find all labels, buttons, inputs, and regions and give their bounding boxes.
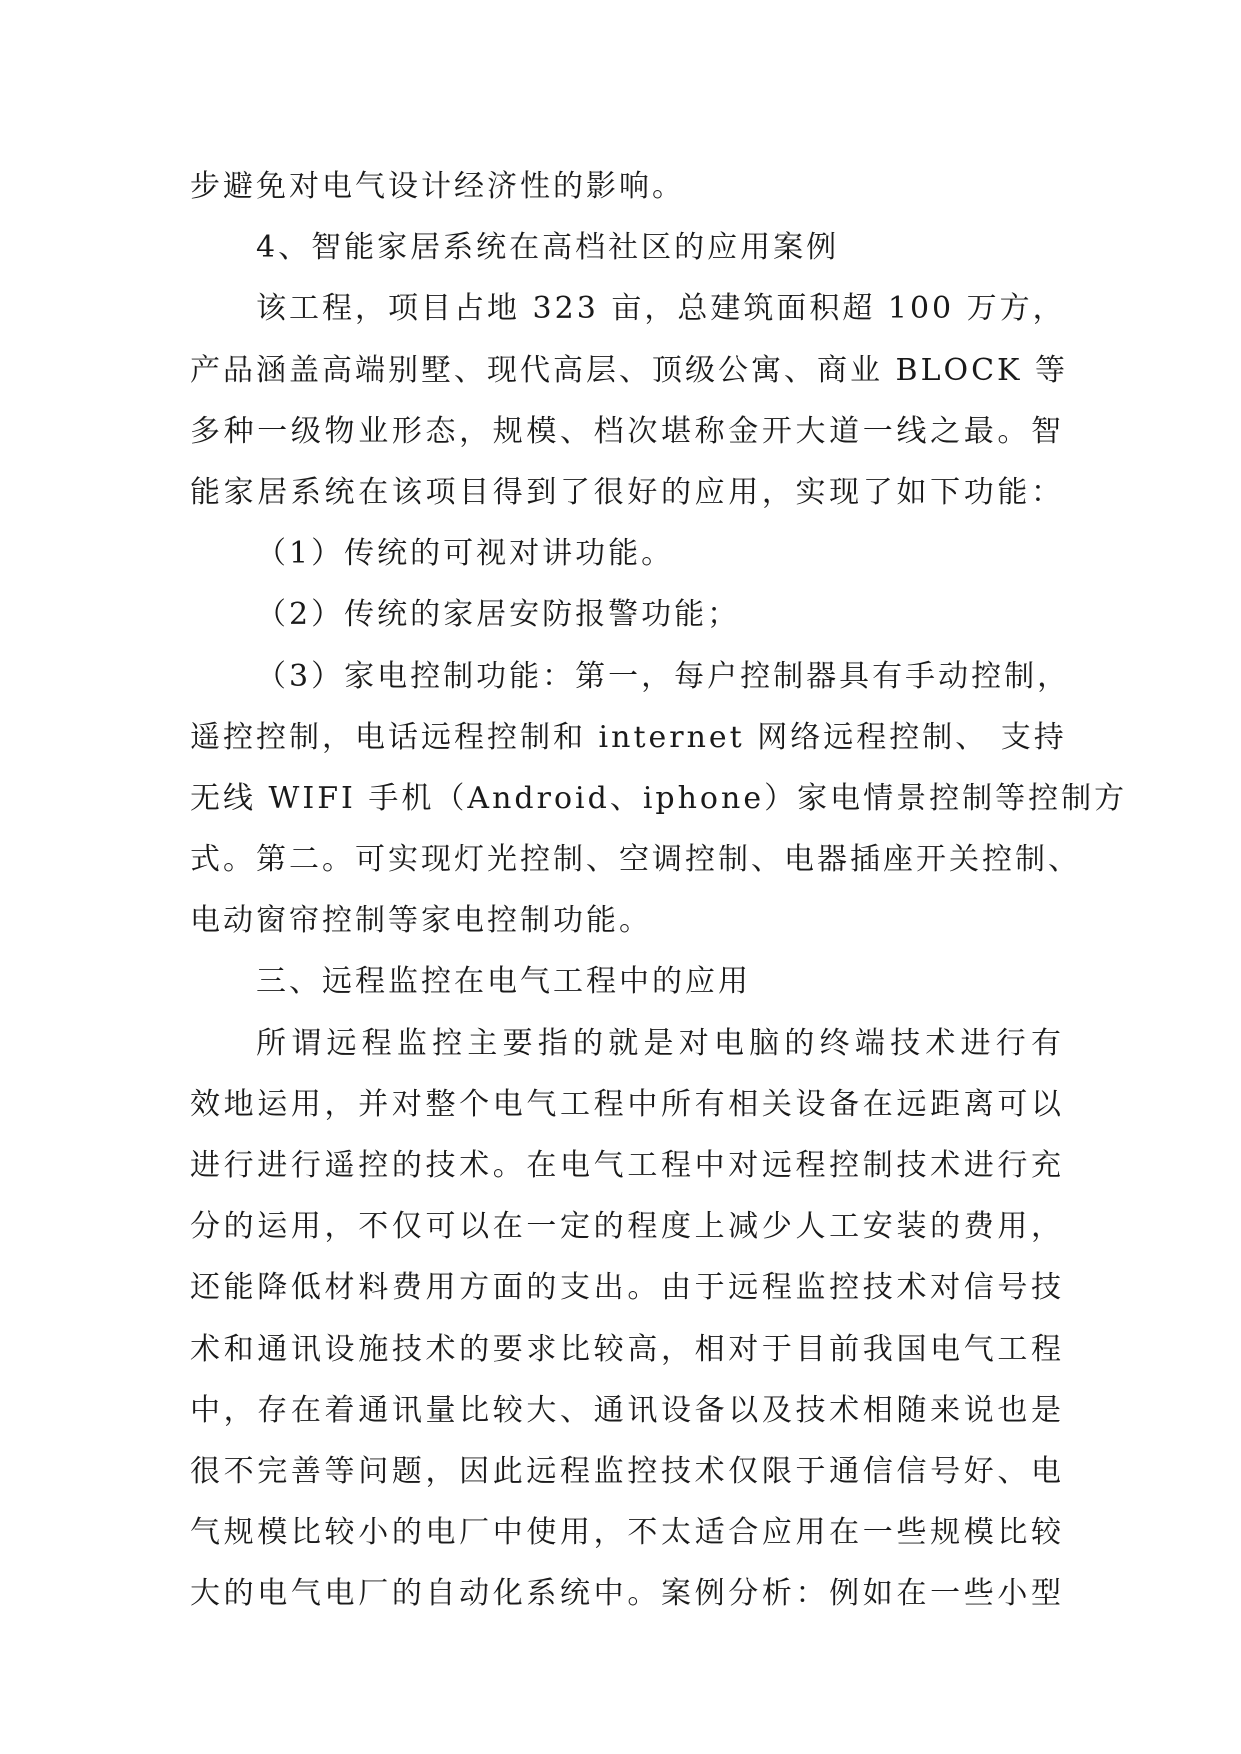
text-line: 步避免对电气设计经济性的影响。 [190, 169, 685, 204]
text-line: 能家居系统在该项目得到了很好的应用，实现了如下功能： [190, 474, 1064, 510]
text-line: 所谓远程监控主要指的就是对电脑的终端技术进行有 [256, 1025, 1064, 1061]
text-line: 术和通讯设施技术的要求比较高，相对于目前我国电气工程 [190, 1331, 1064, 1367]
text-line: 还能降低材料费用方面的支出。由于远程监控技术对信号技 [190, 1270, 1064, 1306]
text-line: 分的运用，不仅可以在一定的程度上减少人工安装的费用， [190, 1209, 1064, 1245]
text-line: 多种一级物业形态，规模、档次堪称金开大道一线之最。智 [190, 413, 1064, 449]
text-line: 中，存在着通讯量比较大、通讯设备以及技术相随来说也是 [190, 1392, 1064, 1428]
document-body [190, 156, 1128, 1625]
text-line: 进行进行遥控的技术。在电气工程中对远程控制技术进行充 [190, 1148, 1064, 1183]
text-line: （1）传统的可视对讲功能。 [256, 536, 675, 572]
text-line: 无线 WIFI 手机（Android、iphone）家电情景控制等控制方 [190, 780, 1128, 816]
text-line: 式。第二。可实现灯光控制、空调控制、电器插座开关控制、 [190, 842, 1081, 878]
text-line: 遥控控制，电话远程控制和 internet 网络远程控制、 支持 [190, 719, 1067, 755]
text-line: 电动窗帘控制等家电控制功能。 [190, 903, 652, 939]
text-line: （3）家电控制功能：第一，每户控制器具有手动控制， [256, 658, 1071, 694]
text-line: 产品涵盖高端别墅、现代高层、顶级公寓、商业 BLOCK 等 [190, 352, 1069, 388]
text-line: 该工程，项目占地 323 亩，总建筑面积超 100 万方， [256, 291, 1066, 327]
text-line: 4、智能家居系统在高档社区的应用案例 [256, 230, 840, 266]
text-line: 气规模比较小的电厂中使用，不太适合应用在一些规模比较 [190, 1515, 1064, 1551]
text-line: （2）传统的家居安防报警功能； [256, 597, 741, 633]
text-line: 大的电气电厂的自动化系统中。案例分析：例如在一些小型 [190, 1576, 1064, 1612]
text-line: 效地运用，并对整个电气工程中所有相关设备在远距离可以 [190, 1086, 1064, 1122]
text-line: 很不完善等问题，因此远程监控技术仅限于通信信号好、电 [190, 1453, 1064, 1489]
text-line: 三、远程监控在电气工程中的应用 [256, 964, 751, 1000]
